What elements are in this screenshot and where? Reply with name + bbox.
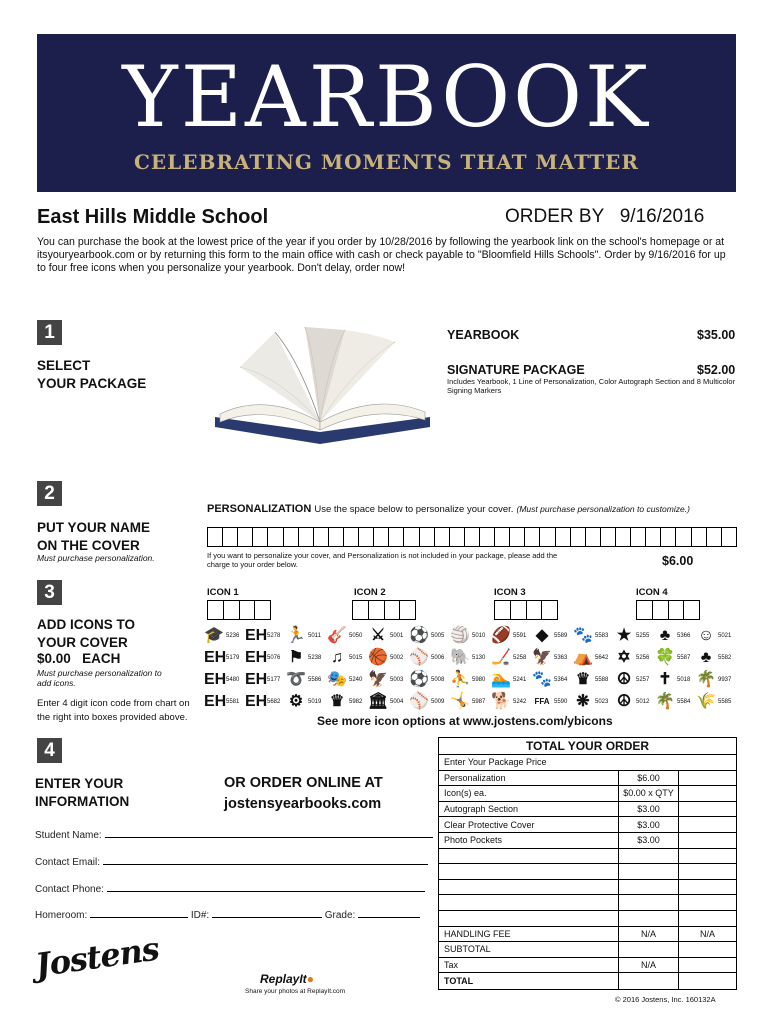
icon-option-symbol: ⚔ (370, 627, 386, 644)
icon-option-symbol: 🐾 (573, 627, 593, 644)
icon-option-symbol: ⛺ (573, 649, 593, 666)
grade-label: Grade: (324, 910, 356, 921)
step-1-title-line2: YOUR PACKAGE (37, 376, 147, 391)
yearbook-price: $35.00 (697, 328, 736, 342)
order-row-label: Autograph Section (439, 802, 619, 817)
icon-option-code: 5585 (718, 699, 732, 705)
icon-option-code: 5015 (349, 655, 363, 661)
icon-option-symbol: ✝ (658, 671, 672, 688)
order-row-label (439, 849, 619, 864)
icon-option-symbol: EH (204, 693, 227, 710)
order-row-label: TOTAL (439, 973, 619, 989)
icon-option-symbol: ★ (616, 627, 632, 644)
icon-option-code: 5001 (390, 633, 404, 639)
order-row-label: SUBTOTAL (439, 942, 619, 957)
replayit-text: ReplayIt (260, 972, 307, 986)
replayit-circle-icon: ● (306, 972, 314, 986)
order-row (439, 786, 736, 802)
id-label: ID#: (190, 910, 210, 921)
icon-option-symbol: EH (204, 671, 227, 688)
icon-option (696, 625, 770, 647)
icon-option-code: 5982 (349, 699, 363, 705)
icon-option-symbol: ⚾ (409, 693, 429, 710)
icon-option-code: 5018 (677, 677, 691, 683)
icon-option-symbol: 🏒 (491, 649, 511, 666)
order-row-price (619, 973, 679, 989)
student-name-input[interactable] (105, 828, 433, 838)
homeroom-row (35, 908, 420, 921)
icon-price-value: $0.00 (37, 651, 71, 666)
phone-row (35, 882, 425, 895)
icon-1-label: ICON 1 (207, 587, 239, 598)
icon-option-symbol: FFA (534, 697, 550, 706)
icon-option-code: 5003 (390, 677, 404, 683)
order-row (439, 942, 736, 958)
icon-option-code: 5581 (226, 699, 240, 705)
personalization-header (207, 503, 690, 515)
icon-option-symbol: 🏛 (368, 693, 389, 710)
student-name-label: Student Name: (35, 830, 102, 841)
id-input[interactable] (212, 908, 322, 918)
order-row-label (439, 880, 619, 895)
signature-label: SIGNATURE PACKAGE (447, 363, 585, 377)
icon-option-code: 5242 (513, 699, 527, 705)
order-row-total-input[interactable] (679, 880, 736, 895)
icon-option-symbol: ☺ (697, 627, 715, 644)
order-row-label: Tax (439, 958, 619, 973)
order-row-price (619, 880, 679, 895)
icon-option-code: 5050 (349, 633, 363, 639)
icon-option-symbol: ♫ (331, 649, 343, 666)
order-row-price: $3.00 (619, 802, 679, 817)
step-4-title-line1: ENTER YOUR (35, 776, 124, 791)
icon-option-symbol: ⚽ (409, 627, 429, 644)
order-row-price: $3.00 (619, 817, 679, 832)
banner-subtitle: CELEBRATING MOMENTS THAT MATTER (133, 150, 640, 174)
banner-title: YEARBOOK (122, 48, 651, 146)
order-row (439, 802, 736, 818)
icon-option-code: 5240 (349, 677, 363, 683)
package-price-row (439, 755, 736, 771)
step-4-title-line2: INFORMATION (35, 794, 130, 809)
icon-option-code: 5238 (308, 655, 322, 661)
replayit-subtext: Share your photos at ReplayIt.com (245, 988, 346, 995)
order-row-price (619, 849, 679, 864)
icon-option-symbol: 🍀 (655, 649, 675, 666)
icon-option-code: 5177 (267, 677, 281, 683)
order-online-url[interactable]: jostensyearbooks.com (224, 796, 382, 812)
order-row-price (619, 864, 679, 879)
icon-option-symbol: ◆ (535, 627, 549, 644)
icon-option-code: 5236 (226, 633, 240, 639)
icon-option-code: 5258 (513, 655, 527, 661)
icon-option-code: 5987 (472, 699, 486, 705)
icon-option-symbol: EH (245, 649, 268, 666)
icon-option-code: 5008 (431, 677, 445, 683)
icon-option-code: 5009 (431, 699, 445, 705)
icon-option-code: 5023 (595, 699, 609, 705)
icon-option-symbol: ⛹ (450, 671, 470, 688)
icon-option-symbol: 🌾 (696, 693, 716, 710)
order-row-price (619, 942, 679, 957)
order-row (439, 849, 736, 865)
order-row-label: Personalization (439, 771, 619, 786)
icon-option-symbol: ☮ (616, 693, 632, 710)
icon-option-code: 5076 (267, 655, 281, 661)
step-4-title (35, 775, 129, 811)
icon-option (696, 669, 770, 691)
icon-option-code: 5002 (390, 655, 404, 661)
order-by-date: ORDER BY 9/16/2016 (505, 206, 705, 227)
order-row-price: N/A (619, 958, 679, 973)
icon-option-symbol: 🦅 (368, 671, 388, 688)
icon-option-symbol: 🤸 (450, 693, 470, 710)
icon-option-code: 5582 (718, 655, 732, 661)
order-row-label: Icon(s) ea. (439, 786, 619, 801)
order-row-price (619, 895, 679, 910)
order-row-total-input[interactable] (679, 771, 736, 786)
order-row-total-input[interactable] (679, 849, 736, 864)
icon-option-code: 5257 (636, 677, 650, 683)
icon-option-code: 5006 (431, 655, 445, 661)
homeroom-label: Homeroom: (35, 910, 88, 921)
personalization-price: $6.00 (662, 554, 694, 568)
order-row-label (439, 895, 619, 910)
order-row-total-input[interactable] (679, 958, 736, 973)
grade-input[interactable] (358, 908, 420, 918)
icon-option-code: 5584 (677, 699, 691, 705)
order-row-total-input[interactable] (679, 802, 736, 817)
order-row (439, 927, 736, 943)
icon-option-code: 5980 (472, 677, 486, 683)
order-row-label (439, 864, 619, 879)
icon-option-code: 5010 (472, 633, 486, 639)
order-row-price: $3.00 (619, 833, 679, 848)
icon-1-input[interactable] (207, 600, 271, 620)
student-name-row (35, 828, 433, 841)
step-3-title-line2: YOUR COVER (37, 635, 128, 650)
package-price-label: Enter Your Package Price (444, 757, 547, 768)
order-row (439, 958, 736, 974)
replayit-logo (260, 972, 314, 986)
icon-option-symbol: ♣ (700, 649, 712, 666)
icon-option-code: 5642 (595, 655, 609, 661)
step-2-title-line1: PUT YOUR NAME (37, 520, 151, 535)
icon-option-symbol: ❋ (576, 693, 590, 710)
order-total-table (438, 737, 737, 990)
icon-option-symbol: 🦅 (532, 649, 552, 666)
icon-option-symbol: 🏀 (368, 649, 388, 666)
order-row-label: HANDLING FEE (439, 927, 619, 942)
email-label: Contact Email: (35, 857, 101, 868)
icon-option-symbol: ➰ (286, 671, 306, 688)
package-price-input[interactable] (679, 755, 736, 770)
icon-price (37, 650, 120, 668)
icon-2-input[interactable] (352, 600, 416, 620)
icon-instructions: Enter 4 digit icon code from chart on the right into boxes provided above. (37, 698, 190, 723)
icon-option-code: 5011 (308, 633, 321, 639)
signature-price: $52.00 (697, 363, 736, 377)
icon-option-symbol: ⚾ (409, 649, 429, 666)
personalization-label: PERSONALIZATION (207, 503, 312, 515)
phone-input[interactable] (107, 882, 425, 892)
icon-option-symbol: 🏊 (491, 671, 511, 688)
icon-option-symbol: ⚙ (288, 693, 304, 710)
order-row-label: Clear Protective Cover (439, 817, 619, 832)
icon-option (696, 647, 770, 669)
yearbook-label: YEARBOOK (447, 328, 520, 342)
icon-option-code: 5591 (513, 633, 527, 639)
personalization-text: Use the space below to personalize your cover. (314, 504, 514, 515)
icon-option-symbol: ♛ (329, 693, 345, 710)
order-row (439, 833, 736, 849)
icon-option-code: 5587 (677, 655, 691, 661)
step-1-title (37, 357, 146, 393)
icon-option-code: 5590 (554, 699, 568, 705)
icon-option-symbol: EH (245, 627, 268, 644)
step-2-title-line2: ON THE COVER (37, 538, 140, 553)
order-table-title: TOTAL YOUR ORDER (439, 738, 736, 755)
icon-option-code: 5005 (431, 633, 445, 639)
step-1-title-line1: SELECT (37, 358, 91, 373)
more-icons-link[interactable]: See more icon options at www.jostens.com/ybicons (317, 714, 613, 728)
icon-option-code: 5588 (595, 677, 609, 683)
copyright: © 2016 Jostens, Inc. 160132A (615, 995, 716, 1004)
icon-option-symbol: ☮ (616, 671, 632, 688)
icon-option-symbol: 🏈 (491, 627, 511, 644)
intro-text: You can purchase the book at the lowest price of the year if you order by 10/28/2016 by following the yearbook link on the school's homepage or at itsyouryearbook.com or by returning this form to the main office with cash or check payable to "Bloomfield Hills Schools". Order by 9/16/2016 for up to four free icons when you personalize your yearbook. Don't delay, order now! (37, 236, 726, 274)
icon-option-code: 5583 (595, 633, 609, 639)
order-online (224, 773, 383, 815)
order-row-price: $6.00 (619, 771, 679, 786)
icon-option-code: 5241 (513, 677, 527, 683)
icon-option-symbol: EH (245, 693, 268, 710)
icon-4-label: ICON 4 (636, 587, 668, 598)
icon-option-code: 5179 (226, 655, 240, 661)
order-row-price: $0.00 x QTY (619, 786, 679, 801)
icon-option-symbol: 🐾 (532, 671, 552, 688)
icon-3-label: ICON 3 (494, 587, 526, 598)
icon-option-symbol: 🐕 (491, 693, 511, 710)
step-2-note: Must purchase personalization. (37, 553, 155, 563)
order-row-total-input[interactable] (679, 786, 736, 801)
order-row (439, 771, 736, 787)
icon-option-symbol: ⚑ (288, 649, 304, 666)
order-row-total-input[interactable] (679, 942, 736, 957)
personalization-italic: (Must purchase personalization to customize.) (516, 504, 690, 514)
icon-4-input[interactable] (636, 600, 700, 620)
order-row (439, 895, 736, 911)
icon-option-symbol: 🌴 (696, 671, 716, 688)
order-row-price (619, 911, 679, 926)
icon-option-symbol: 🎓 (204, 627, 224, 644)
icon-option-code: 5586 (308, 677, 322, 683)
icon-2-label: ICON 2 (354, 587, 386, 598)
order-row-total-input[interactable]: N/A (699, 928, 715, 939)
icon-option-symbol: 🎭 (327, 671, 347, 688)
order-row (439, 880, 736, 896)
order-row (439, 911, 736, 927)
step-4-number: 4 (37, 738, 62, 763)
order-row-total-input[interactable] (679, 911, 736, 926)
order-row-total-input[interactable] (679, 833, 736, 848)
icon-option-code: 5366 (677, 633, 691, 639)
order-row-price: N/A (619, 927, 679, 942)
icon-option-symbol: 🐘 (450, 649, 470, 666)
banner (37, 34, 736, 192)
icon-option-symbol: 🎸 (327, 627, 347, 644)
icon-price-each: EACH (82, 651, 121, 666)
icon-option-code: 5019 (308, 699, 322, 705)
email-row (35, 855, 428, 868)
icon-option (696, 691, 770, 713)
signature-note: Includes Yearbook, 1 Line of Personalization, Color Autograph Section and 8 Multicolor Signing Markers (447, 377, 736, 395)
order-row (439, 864, 736, 880)
icon-option-code: 5255 (636, 633, 650, 639)
icon-option-code: 5130 (472, 655, 486, 661)
open-book-icon (205, 322, 435, 452)
email-input[interactable] (103, 855, 428, 865)
icon-option-symbol: EH (204, 649, 227, 666)
icon-option-code: 5480 (226, 677, 240, 683)
step-3-number: 3 (37, 580, 62, 605)
icon-option-symbol: 🏃 (286, 627, 306, 644)
icon-option-symbol: 🌴 (655, 693, 675, 710)
icon-option-code: 5278 (267, 633, 281, 639)
order-row (439, 817, 736, 833)
order-row (439, 973, 736, 989)
icon-option-code: 5256 (636, 655, 650, 661)
icon-option-code: 9937 (718, 677, 732, 683)
icon-option-code: 5004 (390, 699, 404, 705)
order-row-total-input[interactable] (679, 895, 736, 910)
order-online-line1: OR ORDER ONLINE AT (224, 775, 383, 791)
phone-label: Contact Phone: (35, 884, 104, 895)
icon-option-symbol: EH (245, 671, 268, 688)
icon-option-code: 5589 (554, 633, 568, 639)
order-row-total-input[interactable] (679, 817, 736, 832)
icon-3-input[interactable] (494, 600, 558, 620)
school-name: East Hills Middle School (37, 206, 269, 228)
icon-option-symbol: ✡ (617, 649, 631, 666)
step-3-title (37, 616, 135, 652)
step-1-number: 1 (37, 320, 62, 345)
icon-option-code: 5012 (636, 699, 650, 705)
order-row-total-input[interactable] (679, 864, 736, 879)
icon-chart (204, 625, 742, 713)
step-3-note: Must purchase personalization to add icons. (37, 668, 162, 688)
icon-option-code: 5364 (554, 677, 568, 683)
icon-option-symbol: ⚽ (409, 671, 429, 688)
icon-option-symbol: 🏐 (450, 627, 470, 644)
icon-option-code: 5682 (267, 699, 281, 705)
personalization-input-boxes[interactable] (207, 527, 737, 547)
step-3-title-line1: ADD ICONS TO (37, 617, 136, 632)
step-2-title (37, 519, 150, 555)
order-row-label: Photo Pockets (439, 833, 619, 848)
icon-option-symbol: ♣ (659, 627, 671, 644)
icon-option-symbol: ♛ (575, 671, 591, 688)
icon-option-code: 5021 (718, 633, 732, 639)
homeroom-input[interactable] (90, 908, 188, 918)
order-row-label (439, 911, 619, 926)
jostens-logo: Jostens (32, 929, 161, 985)
personalization-note: If you want to personalize your cover, and Personalization is not included in your package, please add the charge to your order below. (207, 551, 558, 569)
order-row-total-input[interactable] (679, 973, 736, 989)
step-2-number: 2 (37, 481, 62, 506)
icon-option-code: 5363 (554, 655, 568, 661)
